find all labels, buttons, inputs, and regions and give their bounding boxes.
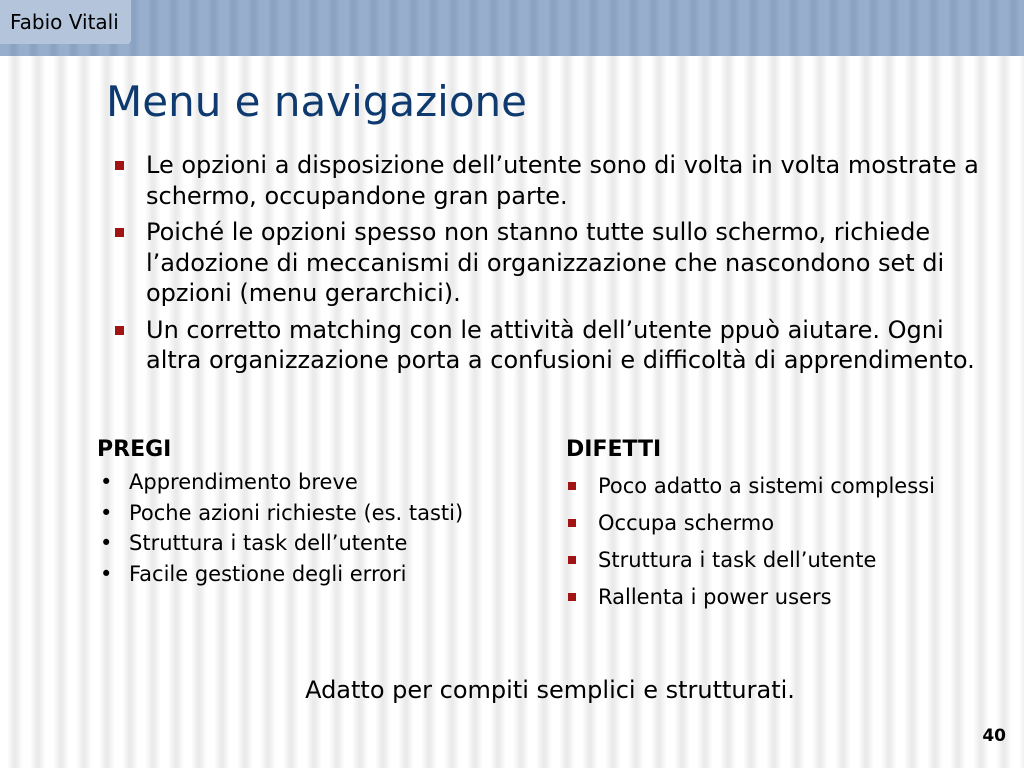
main-bullet-text: Un corretto matching con le attività dell’utente ppuò aiutare. Ogni altra organizzazione porta a confusioni e difficoltà di apprendimento. <box>146 315 975 374</box>
main-bullet-text: Poiché le opzioni spesso non stanno tutte sullo schermo, richiede l’adozione di meccanismi di organizzazione che nascondono set di opzioni (menu gerarchici). <box>146 218 945 307</box>
square-bullet-icon <box>568 482 576 490</box>
main-bullet-item <box>112 315 992 376</box>
difetti-item <box>566 545 935 575</box>
main-bullet-item <box>112 150 992 211</box>
slide-title: Menu e navigazione <box>106 77 528 126</box>
difetti-item <box>566 471 935 501</box>
pregi-item <box>97 528 463 559</box>
dot-bullet-icon: • <box>100 500 113 525</box>
square-bullet-icon <box>568 556 576 564</box>
pregi-item <box>97 559 463 590</box>
difetti-item-text: Struttura i task dell’utente <box>598 548 877 572</box>
difetti-list <box>566 471 935 619</box>
pregi-item-text: Apprendimento breve <box>129 470 358 494</box>
footer-note: Adatto per compiti semplici e strutturati. <box>305 676 795 704</box>
pregi-item-text: Facile gestione degli errori <box>129 561 407 586</box>
difetti-item-text: Poco adatto a sistemi complessi <box>598 474 935 498</box>
difetti-heading: DIFETTI <box>566 437 662 462</box>
main-bullet-item <box>112 217 992 309</box>
pregi-heading: PREGI <box>97 437 172 462</box>
square-bullet-icon <box>568 593 576 601</box>
square-bullet-icon <box>115 326 124 335</box>
dot-bullet-icon: • <box>100 561 113 586</box>
author-tab <box>0 0 131 44</box>
main-bullet-text: Le opzioni a disposizione dell’utente sono di volta in volta mostrate a schermo, occupandone gran parte. <box>146 151 979 210</box>
square-bullet-icon <box>115 228 124 237</box>
header-band <box>0 0 1024 56</box>
page-number: 40 <box>982 726 1006 746</box>
square-bullet-icon <box>568 519 576 527</box>
pregi-item <box>97 467 463 498</box>
pregi-list <box>97 467 463 589</box>
dot-bullet-icon: • <box>100 531 113 555</box>
difetti-item <box>566 582 935 612</box>
difetti-item <box>566 508 935 538</box>
author-name: Fabio Vitali <box>10 10 119 34</box>
difetti-item-text: Rallenta i power users <box>598 585 832 609</box>
pregi-item <box>97 498 463 529</box>
pregi-item-text: Poche azioni richieste (es. tasti) <box>129 500 464 525</box>
main-bullet-list <box>112 150 992 382</box>
dot-bullet-icon: • <box>100 470 113 494</box>
difetti-item-text: Occupa schermo <box>598 511 775 535</box>
square-bullet-icon <box>115 161 124 170</box>
pregi-item-text: Struttura i task dell’utente <box>129 531 408 555</box>
